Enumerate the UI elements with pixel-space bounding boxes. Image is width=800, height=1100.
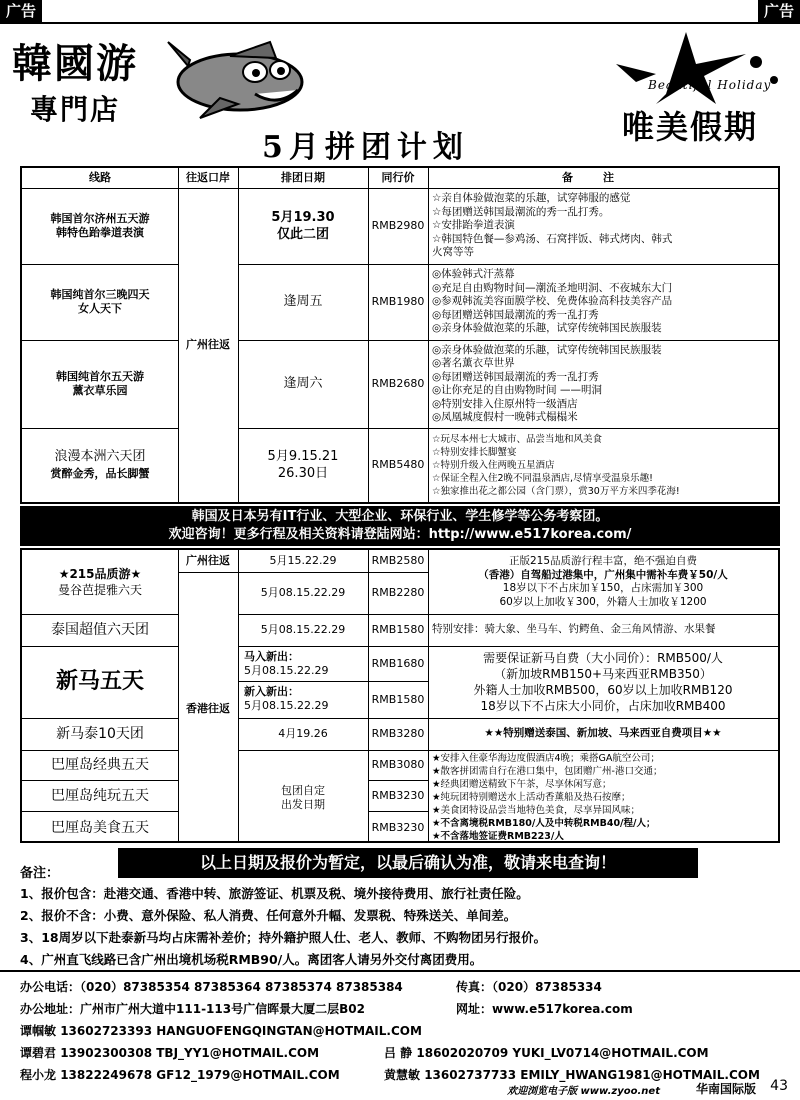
price-cell: RMB3080 (371, 758, 425, 771)
contact-person: 谭碧君 13902300308 TBJ_YY1@HOTMAIL.COM (20, 1046, 320, 1060)
notes-cell: 正版215品质游行程丰富，绝不强迫自费 （香港）自驾船过港集中，广州集中需补车费￥50/人 18岁以下不占床加￥150，占床需加￥300 60岁以上加收￥300，外籍人士加收￥1200 (478, 555, 728, 608)
header-route: 线路 (89, 171, 111, 184)
date-cell: 5月08.15.22.29 (260, 623, 346, 636)
footer-edition: 华南国际版 (695, 1082, 756, 1096)
contact-person: 谭帼敏 13602723393 HANGUOFENGQINGTAN@HOTMAIL.COM (20, 1024, 422, 1038)
note-item: 3、18周岁以下赴泰新马均占床需补差价；持外籍护照人仕、老人、教师、不购物团另行报价。 (20, 930, 547, 945)
office-phone: 办公电话：（020）87385354 87385364 87385374 87385384 (20, 980, 403, 994)
notes-cell: ☆玩尽本州七大城市、品尝当地和风美食 ☆特别安排长脚蟹宴 ☆特别升级入住两晚五星酒店 ☆保证全程入住2晚不同温泉酒店,尽情享受温泉乐趣! ☆独家推出花之都公园（含门票），赏30万平方米四季花海! (432, 433, 680, 497)
date-cell: 新入新出： 5月08.15.22.29 (244, 685, 329, 712)
footer-site: 欢迎浏览电子版 www.zyoo.net (507, 1086, 660, 1097)
route-cell: 浪漫本洲六天团 赏醉金秀，品长脚蟹 (50, 449, 150, 480)
price-cell: RMB3280 (371, 727, 425, 740)
office-fax: 传真：（020）87385334 (456, 980, 602, 994)
route-cell: 韩国纯首尔五天游 薰衣草乐园 (56, 370, 144, 397)
route-cell: 巴厘岛纯玩五天 (51, 787, 149, 804)
email-link[interactable]: GF12_1979@HOTMAIL.COM (156, 1068, 340, 1082)
notes-cell: ★★特别赠送泰国、新加坡、马来西亚自费项目★★ (484, 727, 722, 740)
price-cell: RMB2980 (371, 219, 425, 232)
port-cell: 广州往返 (186, 338, 230, 351)
route-cell: 巴厘岛美食五天 (51, 820, 149, 836)
notes-cell: ☆亲自体验做泡菜的乐趣，试穿韩服的感觉 ☆每团赠送韩国最潮流的秀一乱打秀。 ☆安排跆拳道表演 ☆韩国特色餐—参鸡汤、石窝拌饭、韩式烤肉、韩式 火窝等等 (432, 192, 673, 259)
price-cell: RMB1580 (371, 692, 425, 706)
divider (0, 970, 800, 972)
route-cell: 韩国首尔济州五天游 韩特色跆拳道表演 (50, 212, 150, 239)
contact-person: 黄慧敏 13602737733 EMILY_HWANG1981@HOTMAIL.COM (384, 1068, 760, 1082)
notice-bar: 以上日期及报价为暂定，以最后确认为准，敬请来电查询！ (118, 848, 698, 878)
brand-sub: 專門店 (30, 93, 121, 126)
route-cell: ★215品质游★ 曼谷芭提雅六天 (57, 567, 142, 597)
plane-mascot-icon (160, 36, 310, 122)
price-cell: RMB5480 (371, 458, 425, 471)
page-number: 43 (770, 1078, 788, 1094)
note-item: 1、报价包含：赴港交通、香港中转、旅游签证、机票及税、境外接待费用、旅行社责任险。 (20, 886, 529, 901)
route-cell: 韩国纯首尔三晚四天 女人天下 (50, 288, 150, 315)
price-cell: RMB3230 (371, 788, 425, 802)
office-address: 办公地址：广州市广州大道中111-113号广信晖景大厦二层B02 (20, 1002, 365, 1016)
notes-cell: ★安排入住豪华海边度假酒店4晚；乘搭GA航空公司； ★散客拼团需自行在港口集中，包团赠广州-港口交通； ★经典团赠送精致下午茶，尽享休闲写意； ★纯玩团特别赠送水上活动香薰船及热石按摩； ★美食团特设品尝当地特色美食，尽享异国风味； ★不含离境税RMB180/人及中转税RMB40/程/人； ★不含落地签证费RMB223/人 (432, 753, 663, 842)
notes-heading: 备注： (20, 866, 60, 881)
website-link[interactable]: 网址：www.e517korea.com (456, 1002, 633, 1016)
notes-cell: 特别安排：骑大象、坐马车、钓鳄鱼、金三角风情游、水果餐 (432, 623, 716, 636)
notes-cell: ◎亲身体验做泡菜的乐趣，试穿传统韩国民族服装 ◎著名薰衣草世界 ◎每团赠送韩国最潮流的秀一乱打秀 ◎让你充足的自由购物时间 ——明洞 ◎特别安排入住原州特一级酒店 ◎凤凰城度假村一晚韩式榻榻米 (432, 343, 662, 423)
route-cell: 新马泰10天团 (56, 726, 144, 742)
date-cell: 4月19.26 (278, 727, 328, 740)
date-cell: 5月08.15.22.29 (260, 586, 346, 599)
email-link[interactable]: EMILY_HWANG1981@HOTMAIL.COM (520, 1068, 760, 1082)
brand-name: 韓國游 (12, 40, 138, 87)
holiday-logo-cn: 唯美假期 (622, 108, 759, 146)
price-cell: RMB1980 (371, 295, 425, 308)
contact-person: 吕 静 18602020709 YUKI_LV0714@HOTMAIL.COM (384, 1046, 709, 1060)
notes-cell: ◎体验韩式汗蒸幕 ◎充足自由购物时间—潮流圣地明洞、不夜城东大门 ◎参观韩流美容面膜学校、免费体验高科技美容产品 ◎每团赠送韩国最潮流的秀一乱打秀 ◎亲身体验做泡菜的乐趣，试穿传统韩国民族服装 (432, 268, 673, 335)
contact-person: 程小龙 13822249678 GF12_1979@HOTMAIL.COM (20, 1068, 340, 1082)
header-port: 往返口岸 (186, 171, 230, 184)
page-title: 5月拼团计划 (262, 130, 469, 165)
port-cell: 香港往返 (186, 701, 230, 715)
ad-label: 广告 (758, 0, 800, 22)
date-cell: 5月19.30 仅此二团 (271, 210, 335, 242)
email-link[interactable]: YUKI_LV0714@HOTMAIL.COM (512, 1046, 709, 1060)
date-cell: 5月15.22.29 (269, 554, 337, 567)
date-cell: 包团自定 出发日期 (281, 783, 325, 811)
price-cell: RMB1680 (371, 656, 425, 670)
price-cell: RMB3230 (371, 821, 425, 834)
header-notes: 备注 (562, 171, 644, 184)
date-cell: 逢周六 (283, 376, 323, 391)
korea-schedule-table (20, 166, 780, 504)
email-link[interactable]: TBJ_YY1@HOTMAIL.COM (156, 1046, 320, 1060)
price-cell: RMB1580 (371, 623, 425, 636)
ad-label: 广告 (0, 0, 42, 22)
route-cell: 巴厘岛经典五天 (51, 757, 149, 773)
route-cell: 泰国超值六天团 (51, 622, 149, 638)
palm-star-logo-icon (596, 24, 796, 114)
price-cell: RMB2280 (371, 586, 425, 599)
sea-schedule-table (20, 548, 780, 843)
holiday-logo-en: Beautiful Holiday (648, 78, 772, 92)
promo-banner: 韩国及日本另有IT行业、大型企业、环保行业、学生修学等公务考察团。 欢迎咨询！更多行程及相关资料请登陆网站：http://www.e517korea.com/ (20, 506, 780, 546)
price-cell: RMB2680 (371, 377, 425, 390)
note-item: 4、广州直飞线路已含广州出境机场税RMB90/人。离团客人请另外交付离团费用。 (20, 952, 483, 967)
note-item: 2、报价不含：小费、意外保险、私人消费、任何意外升幅、发票税、特殊送关、单间差。 (20, 908, 517, 923)
date-cell: 逢周五 (283, 294, 323, 309)
date-cell: 5月9.15.21 26.30日 (267, 449, 339, 481)
email-link[interactable]: HANGUOFENGQINGTAN@HOTMAIL.COM (156, 1024, 422, 1038)
port-cell: 广州往返 (186, 554, 230, 567)
date-cell: 马入新出： 5月08.15.22.29 (244, 650, 329, 677)
price-cell: RMB2580 (371, 554, 425, 567)
header-price: 同行价 (381, 171, 415, 184)
route-cell: 新马五天 (55, 669, 144, 694)
notes-cell: 需要保证新马自费（大小同价）：RMB500/人 （新加坡RMB150+马来西亚RMB350） 外籍人士加收RMB500，60岁以上加收RMB120 18岁以下不占床大小同价，占床加收RMB400 (473, 651, 733, 713)
header-date: 排团日期 (281, 171, 325, 184)
